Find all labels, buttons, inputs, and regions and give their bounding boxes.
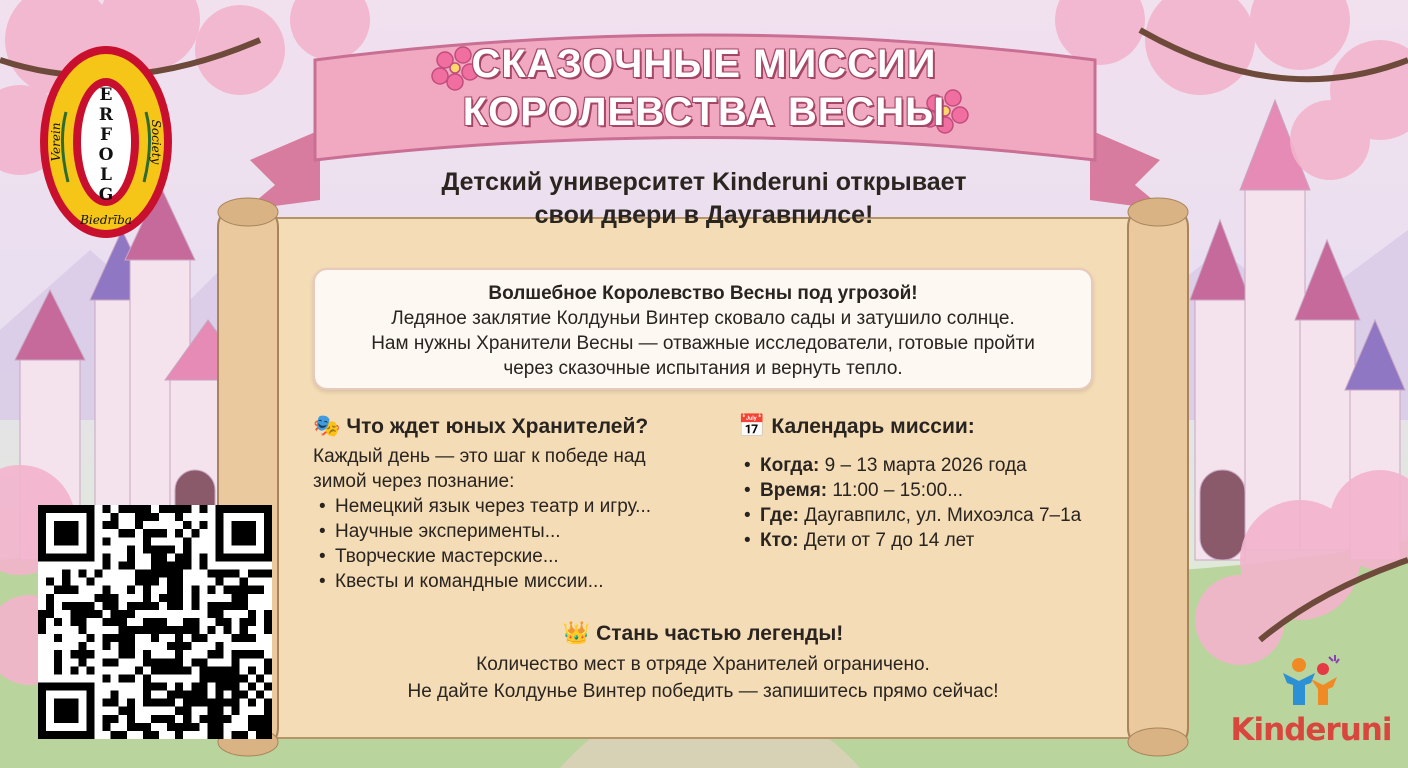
erfolg-bottom-text: Biedrība: [80, 213, 132, 227]
intro-box: [313, 268, 1093, 390]
cta-heading-row: [250, 618, 1156, 648]
erfolg-right-text: Society: [149, 119, 163, 165]
calendar-icon: 📅: [738, 413, 766, 439]
intro-line: Ледяное заклятие Колдуньи Винтер сковало сады и затушило солнце.: [391, 308, 1015, 329]
theater-masks-icon: 🎭: [313, 413, 341, 439]
cta-line: Не дайте Колдунье Винтер победить — запишитесь прямо сейчас!: [407, 681, 999, 702]
expect-text: Каждый день — это шаг к победе над: [313, 446, 646, 467]
expect-list: [313, 494, 713, 594]
title-line-2: КОРОЛЕВСТВА ВЕСНЫ: [462, 90, 946, 134]
calendar-label: Когда:: [760, 455, 820, 476]
erfolg-letter: F: [99, 125, 113, 145]
cta-section: [250, 618, 1156, 705]
cta-heading: Стань частью легенды!: [596, 621, 844, 645]
list-item: [738, 478, 1138, 503]
calendar-value: 11:00 – 15:00...: [832, 480, 964, 501]
kinderuni-logo: [1226, 655, 1396, 748]
kinderuni-figures-icon: [1271, 655, 1351, 707]
calendar-heading: Календарь миссии:: [771, 414, 975, 438]
erfolg-letter: E: [99, 85, 113, 105]
expect-heading: Что ждет юных Хранителей?: [346, 414, 649, 438]
kinderuni-wordmark: Kinderuni: [1230, 712, 1392, 748]
intro-line: через сказочные испытания и вернуть тепло.: [503, 358, 903, 379]
list-item: [738, 503, 1138, 528]
calendar-value: Дети от 7 до 14 лет: [803, 530, 975, 551]
list-item: • Творческие мастерские...: [313, 544, 713, 569]
intro-line: Нам нужны Хранители Весны — отважные исследователи, готовые пройти: [371, 333, 1035, 354]
list-item: [738, 453, 1138, 478]
qr-code[interactable]: [38, 505, 272, 739]
intro-heading: Волшебное Королевство Весны под угрозой!: [488, 283, 918, 304]
subtitle: [0, 166, 1408, 232]
erfolg-letter: O: [98, 145, 114, 165]
list-item: [738, 528, 1138, 553]
subtitle-line-2: свои двери в Даугавпилсе!: [534, 201, 874, 229]
expect-heading-row: [313, 411, 713, 441]
title-line-1: СКАЗОЧНЫЕ МИССИИ: [471, 42, 937, 86]
calendar-value: 9 – 13 марта 2026 года: [824, 455, 1027, 476]
erfolg-left-text: Verein: [49, 122, 63, 162]
erfolg-letter: G: [98, 185, 114, 205]
calendar-section: [738, 411, 1138, 553]
calendar-label: Время:: [760, 480, 828, 501]
calendar-label: Кто:: [760, 530, 799, 551]
subtitle-line-1: Детский университет Kinderuni открывает: [441, 168, 967, 196]
list-item: • Немецкий язык через театр и игру...: [313, 494, 713, 519]
crown-icon: 👑: [562, 620, 591, 646]
expect-section: [313, 411, 713, 594]
erfolg-letter: R: [98, 105, 114, 125]
calendar-heading-row: [738, 411, 1138, 441]
list-item: • Научные эксперименты...: [313, 519, 713, 544]
expect-text: зимой через познание:: [313, 471, 515, 492]
cta-line: Количество мест в отряде Хранителей ограничено.: [476, 654, 930, 675]
calendar-value: Даугавпилс, ул. Михоэлса 7–1а: [804, 505, 1082, 526]
list-item: • Квесты и командные миссии...: [313, 569, 713, 594]
erfolg-letter: L: [100, 165, 112, 185]
calendar-label: Где:: [760, 505, 800, 526]
calendar-list: [738, 453, 1138, 553]
